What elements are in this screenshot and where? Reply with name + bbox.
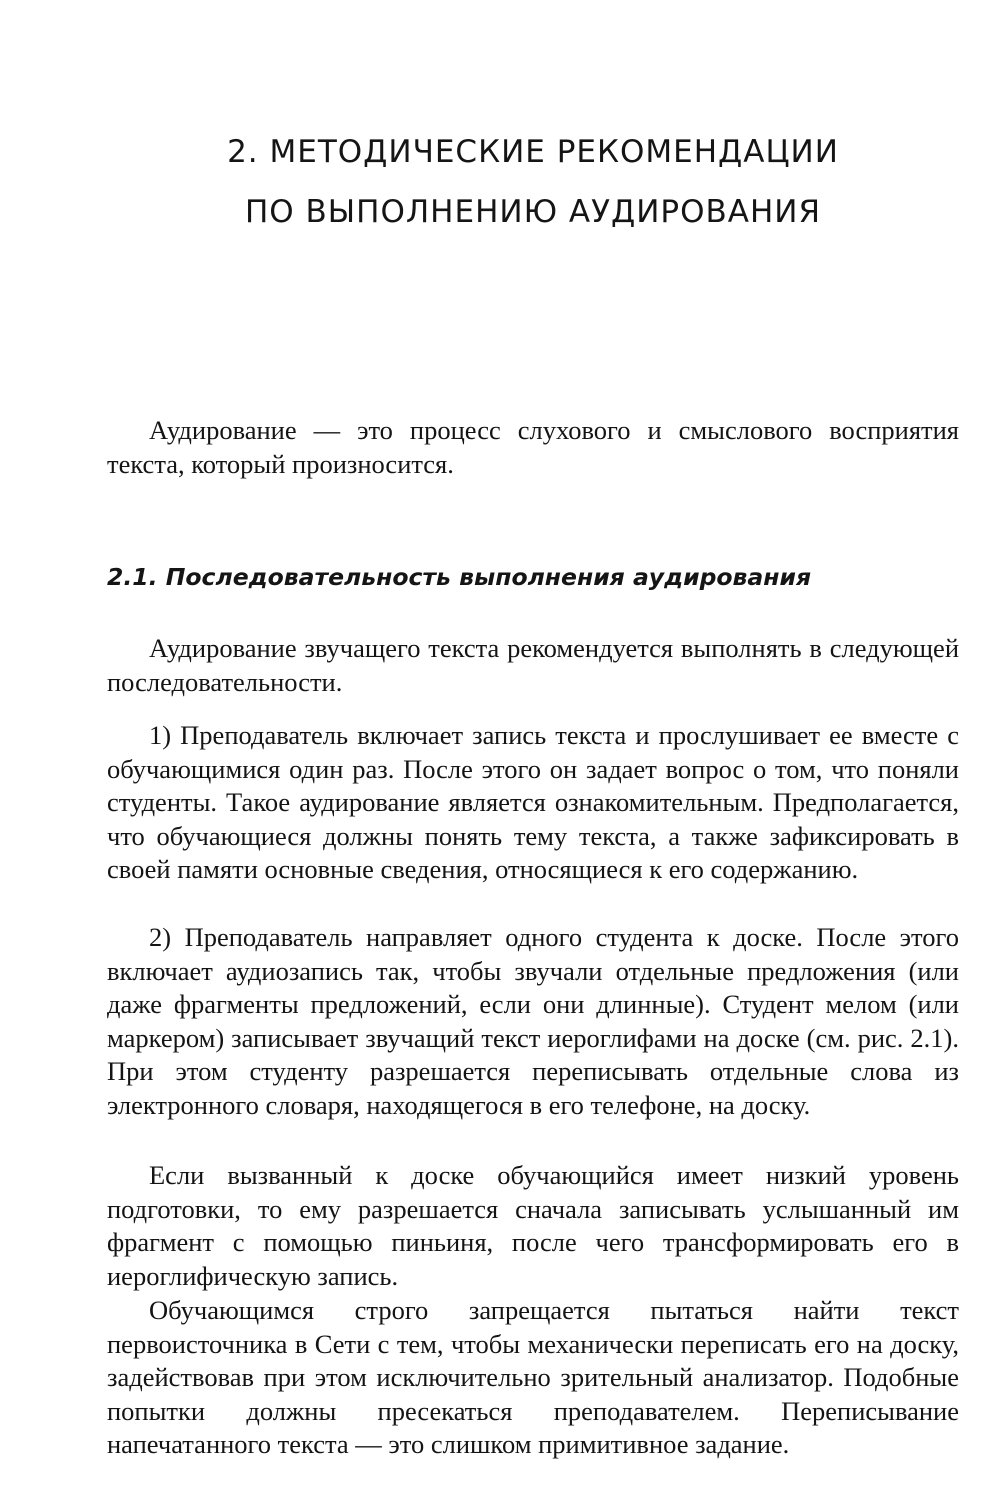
intro-text: Аудирование звучащего текста рекомендуется выполнять в следующей последовательности. xyxy=(107,633,959,697)
note-2-paragraph xyxy=(107,1294,959,1462)
step-1-text: 1) Преподаватель включает запись текста и прослушивает ее вместе с обучающимися один раз. После этого он задает вопрос о том, что поняли студенты. Такое аудирование является ознакомительным. Предполагается, что обучающиеся должны понять тему текста, а также зафиксировать в своей памяти основные сведения, относящиеся к его содержанию. xyxy=(107,720,959,885)
definition-text: Аудирование — это процесс слухового и смыслового восприятия текста, который произносится. xyxy=(107,415,959,479)
chapter-title-line-2: ПО ВЫПОЛНЕНИЮ АУДИРОВАНИЯ xyxy=(244,194,822,230)
step-2-text: 2) Преподаватель направляет одного студента к доске. После этого включает аудиозапись так, чтобы звучали отдельные предложения (или даже фрагменты предложений, если они длинные). Студент мелом (или маркером) записывает звучащий текст иероглифами на доске (см. рис. 2.1). При этом студенту разрешается переписывать отдельные слова из электронного словаря, находящегося в его телефоне, на доску. xyxy=(107,922,959,1120)
section-heading: 2.1. Последовательность выполнения аудирования xyxy=(107,563,812,591)
note-1-text: Если вызванный к доске обучающийся имеет низкий уровень подготовки, то ему разрешается сначала записывать услышанный им фрагмент с помощью пиньиня, после чего трансформировать его в иероглифическую запись. xyxy=(107,1160,959,1291)
step-1-paragraph xyxy=(107,719,959,887)
step-2-paragraph xyxy=(107,921,959,1123)
chapter-title-line-1: 2. МЕТОДИЧЕСКИЕ РЕКОМЕНДАЦИИ xyxy=(227,134,839,170)
definition-paragraph xyxy=(107,414,959,481)
note-2-text: Обучающимся строго запрещается пытаться найти текст первоисточника в Сети с тем, чтобы механически переписать его на доску, задействовав при этом исключительно зрительный анализатор. Подобные попытки должны пресекаться преподавателем. Переписывание напечатанного текста — это слишком примитивное задание. xyxy=(107,1295,959,1460)
intro-paragraph xyxy=(107,632,959,699)
note-1-paragraph xyxy=(107,1159,959,1293)
